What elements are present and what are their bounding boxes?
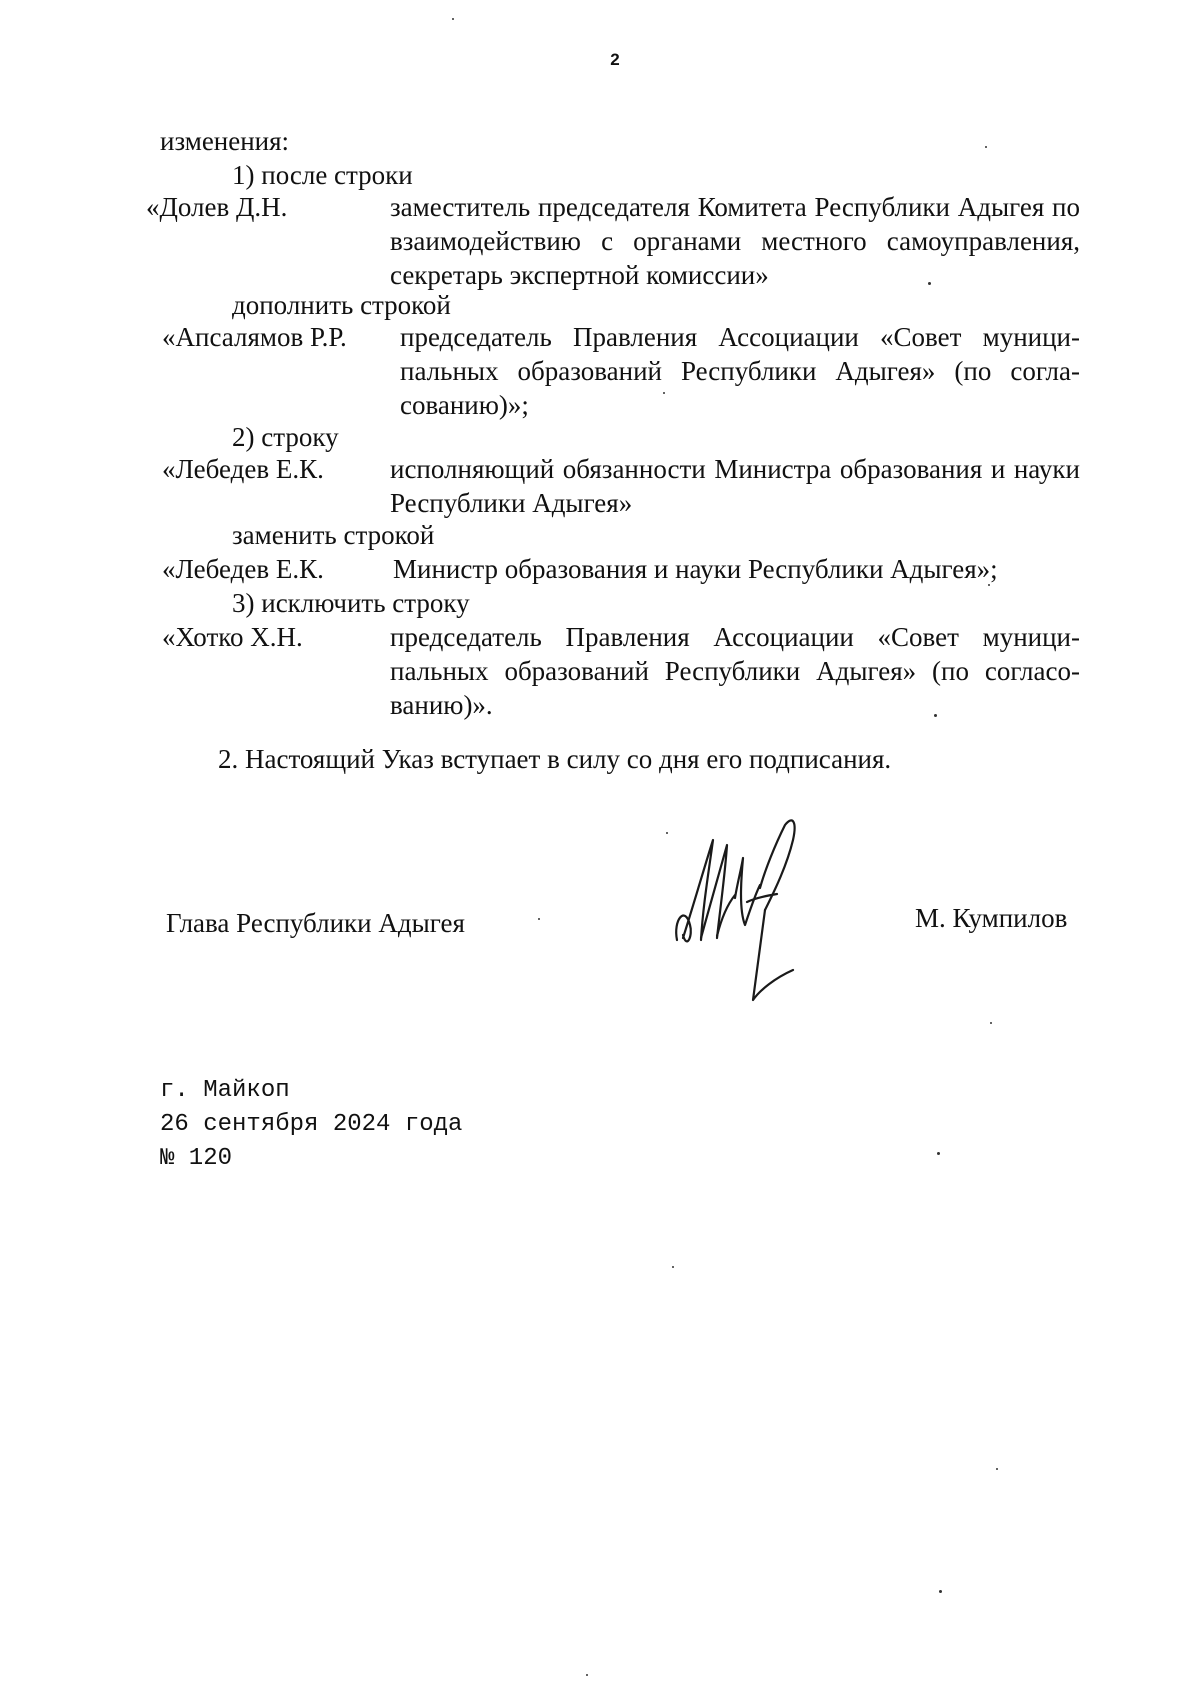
item1-new-name: «Апсалямов Р.Р. [162,322,347,352]
item2-label: 2) строку [232,422,339,452]
scan-speck [988,584,990,586]
item2-new-description: Министр образования и науки Республики Адыгея»; [393,554,998,584]
handwritten-signature [665,810,825,1020]
signatory-name: М. Кумпилов [915,903,1068,933]
scan-speck [934,714,937,717]
scan-speck [586,1674,588,1676]
item2-description: исполняющий обязанности Министра образования и науки Республики Адыгея» [390,454,1080,518]
scan-speck [996,1468,998,1470]
scan-speck [939,1590,942,1593]
page-number: 2 [610,50,620,69]
item3-description: председатель Правления Ассоциации «Совет муниципальных образований Республики Адыгея» (по согласованию)». [390,622,1080,720]
scan-speck [928,282,931,285]
final-paragraph: 2. Настоящий Указ вступает в силу со дня его подписания. [218,744,892,774]
item1-new-description: председатель Правления Ассоциации «Совет муниципальных образований Республики Адыгея» (по согласованию)»; [400,322,1080,420]
scan-speck [937,1152,940,1155]
item1-label: 1) после строки [232,160,413,190]
scan-speck [985,146,987,148]
item2-name: «Лебедев Е.К. [162,454,324,484]
signatory-title: Глава Республики Адыгея [166,908,465,938]
scan-speck [990,1022,992,1024]
item3-label: 3) исключить строку [232,588,470,618]
date-line: 26 сентября 2024 года [160,1111,463,1138]
item3-name: «Хотко Х.Н. [162,622,303,652]
scan-speck [663,392,665,394]
scan-speck [538,918,540,920]
item2-new-name: «Лебедев Е.К. [162,554,324,584]
item1-description: заместитель председателя Комитета Республики Адыгея по взаимодействию с органами местного самоуправления, секретарь экспертной комиссии» [390,192,1080,290]
scan-speck [672,1266,674,1268]
number-line: № 120 [160,1145,233,1172]
intro-text: изменения: [160,126,290,156]
item2-action: заменить строкой [232,520,435,550]
item1-name: «Долев Д.Н. [146,192,288,222]
city-line: г. Майкоп [160,1077,290,1104]
scan-speck [666,832,668,834]
scan-speck [452,18,454,20]
item1-action: дополнить строкой [232,290,451,320]
